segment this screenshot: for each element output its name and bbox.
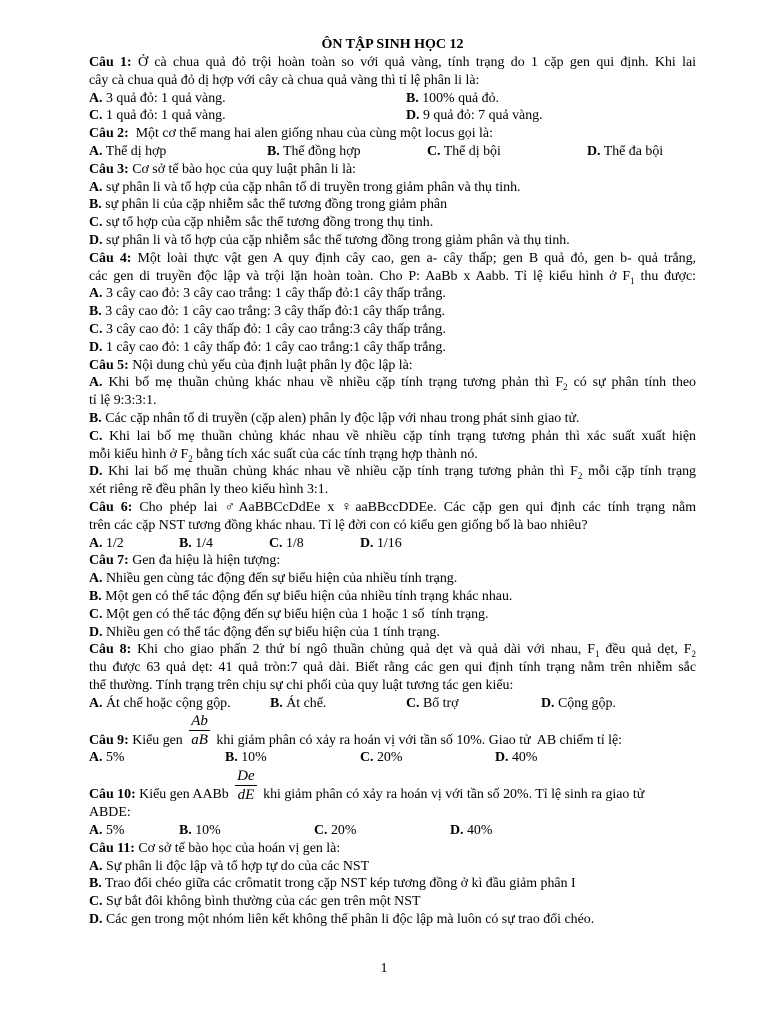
q2-option-c: C. Thể dị bội — [427, 143, 501, 159]
q7-option-d: D. Nhiều gen có thể tác động đến sự biểu hiện của 1 tính trạng. — [89, 624, 440, 640]
q8-option-c: C. Bổ trợ — [406, 695, 459, 711]
q1-label: Câu 1: — [89, 55, 132, 70]
q4-option-a: A. 3 cây cao đỏ: 3 cây cao trắng: 1 cây thấp đỏ:1 cây thấp trắng. — [89, 286, 446, 302]
q10-option-b: B. 10% — [179, 823, 221, 839]
q11-option-b: B. Trao đổi chéo giữa các crômatit trong cặp NST kép tương đồng ở kì đầu giảm phân I — [89, 876, 576, 892]
q11-option-a: A. Sự phân li độc lập và tổ hợp tự do của các NST — [89, 858, 370, 874]
q8-line2: thu được 63 quả dẹt: 41 quả tròn:7 quả dài. Biết rằng các gen qui định tính trạng nằm trên nhiễm sắc — [89, 660, 696, 676]
q6-line2: trên các cặp NST tương đồng khác nhau. Tỉ lệ đời con có kiểu gen giống bố là bao nhiêu? — [89, 517, 588, 533]
q8-line3: thể thường. Tính trạng trên chịu sự chi phối của quy luật tương tác gen kiểu: — [89, 677, 514, 693]
q2-stem: Câu 2: Một cơ thể mang hai alen giống nhau của cùng một locus gọi là: — [89, 126, 493, 142]
q5-option-d-cont: xét riêng rẽ đều phân ly theo kiểu hình 3:1. — [89, 482, 329, 498]
q2-option-d: D. Thể đa bội — [587, 143, 664, 159]
q7-option-a: A. Nhiều gen cùng tác động đến sự biểu hiện của nhiều tính trạng. — [89, 571, 458, 587]
q2-option-a: A. Thể dị hợp — [89, 143, 167, 159]
q7-option-c: C. Một gen có thể tác động đến sự biểu hiện của 1 hoặc 1 số tính trạng. — [89, 606, 489, 622]
q9-option-d: D. 40% — [495, 750, 538, 766]
q6-option-c: C. 1/8 — [269, 535, 304, 551]
q9-stem: Câu 9: Kiểu gen $\frac{Ab}{aB}$ khi giảm phân có xảy ra hoán vị với tần số 10%. Giao tử AB chiếm tỉ lệ: — [89, 713, 623, 749]
q9-genotype-fraction: $\frac{Ab}{aB}$ — [191, 713, 208, 749]
q6-option-d: D. 1/16 — [360, 535, 402, 551]
q11-option-c: C. Sự bắt đôi không bình thường của các gen trên một NST — [89, 894, 421, 910]
q6-options — [89, 535, 696, 553]
q5-option-c-cont: mỗi kiểu hình ở $F_2$ bằng tích xác suất của các tính trạng hợp thành nó. — [89, 446, 478, 464]
q8-options — [89, 695, 696, 713]
q8-line1: Câu 8: Khi cho giao phấn 2 thứ bí ngô thuần chủng quả dẹt và quả dài với nhau, $F_1$ đều quả dẹt, $F_2$ — [89, 642, 696, 660]
q2-option-b: B. Thể đồng hợp — [267, 143, 361, 159]
q2-label: Câu 2: — [89, 126, 129, 142]
q10-label: Câu 10: — [89, 787, 136, 803]
q7-stem: Câu 7: Gen đa hiệu là hiện tượng: — [89, 553, 281, 569]
q10-stem: Câu 10: Kiểu gen AABb $\frac{De}{dE}$ khi giảm phân có xảy ra hoán vị với tần số 20%. Tỉ lệ sinh ra giao tử — [89, 768, 645, 804]
q1-options-row1 — [89, 90, 696, 108]
q5-option-d: D. Khi lai bố mẹ thuần chủng khác nhau về nhiều cặp tính trạng tương phản thì $F_2$ mỗi cặp tính trạng — [89, 464, 696, 482]
q5-option-c: C. Khi lai bố mẹ thuần chủng khác nhau về nhiều cặp tính trạng tương phản thì xác suất xuất hiện — [89, 428, 696, 444]
q9-option-b: B. 10% — [225, 750, 267, 766]
q9-option-a: A. 5% — [89, 750, 125, 766]
q8-option-b: B. Át chế. — [270, 695, 327, 711]
q1-options-row2 — [89, 107, 696, 125]
q3-label: Câu 3: — [89, 161, 129, 177]
q6-line1: Câu 6: Cho phép lai ♂AaBBCcDdEe x ♀aaBBccDDEe. Các cặp gen qui định các tính trạng nằm — [89, 499, 697, 515]
q4-label: Câu 4: — [89, 250, 132, 266]
q2-options — [89, 143, 696, 161]
q11-stem: Câu 11: Cơ sở tế bào học của hoán vị gen là: — [89, 840, 341, 856]
page-number: 1 — [380, 961, 388, 976]
q5-stem: Câu 5: Nội dung chủ yếu của định luật phân ly độc lập là: — [89, 357, 413, 373]
q4-line2: các gen di truyền độc lập và trội lặn hoàn toàn. Cho P: AaBb x Aabb. Tỉ lệ kiểu hình ở $F_1$ thu được: — [89, 268, 696, 286]
q1-option-c: C. 1 quả đỏ: 1 quả vàng. — [89, 108, 226, 124]
q1-option-d: D. 9 quả đỏ: 7 quả vàng. — [406, 108, 543, 124]
q8-label: Câu 8: — [89, 642, 132, 658]
q6-option-a: A. 1/2 — [89, 535, 124, 551]
q4-option-b: B. 3 cây cao đỏ: 1 cây cao trắng: 3 cây thấp đỏ:1 cây thấp trắng. — [89, 304, 446, 320]
q1-option-a: A. 3 quả đỏ: 1 quả vàng. — [89, 90, 226, 106]
q6-option-b: B. 1/4 — [179, 535, 213, 551]
q1-line2: cây cà chua quả đỏ dị hợp với cây cà chua quả vàng thì tỉ lệ phân li là: — [89, 72, 480, 88]
q11-label: Câu 11: — [89, 840, 135, 856]
q10-genotype-fraction: $\frac{De}{dE}$ — [237, 768, 255, 804]
q5-option-b: B. Các cặp nhân tố di truyền (cặp alen) phân ly độc lập với nhau trong phát sinh giao tử. — [89, 410, 580, 426]
q10-line2: ABDE: — [89, 805, 131, 821]
q4-option-d: D. 1 cây cao đỏ: 1 cây thấp đỏ: 1 cây cao trắng:1 cây thấp trắng. — [89, 339, 446, 355]
q11-option-d: D. Các gen trong một nhóm liên kết không thể phân li độc lập mà luôn có sự trao đổi chéo. — [89, 912, 595, 928]
q7-label: Câu 7: — [89, 553, 129, 569]
q10-option-a: A. 5% — [89, 823, 125, 839]
q3-option-a: A. sự phân li và tổ hợp của cặp nhân tố di truyền trong giảm phân và thụ tinh. — [89, 179, 521, 195]
q3-option-d: D. sự phân li và tổ hợp của cặp nhiễm sắc thể tương đồng trong giảm phân và thụ tinh. — [89, 232, 570, 248]
q1-line1: Câu 1: Ở cà chua quả đỏ trội hoàn toàn so với quả vàng, tính trạng do 1 cặp gen qui định. Khi lai — [89, 55, 696, 70]
q10-option-d: D. 40% — [450, 823, 493, 839]
q1-option-b: B. 100% quả đỏ. — [406, 90, 499, 106]
q9-option-c: C. 20% — [360, 750, 403, 766]
q5-label: Câu 5: — [89, 357, 129, 373]
q5-option-a: A. Khi bố mẹ thuần chủng khác nhau về nhiều cặp tính trạng tương phản thì $F_2$ có sự phân tính theo — [89, 375, 697, 393]
q3-option-c: C. sự tổ hợp của cặp nhiễm sắc thể tương đồng trong thụ tinh. — [89, 215, 434, 231]
q10-options — [89, 822, 696, 840]
page-title: ÔN TẬP SINH HỌC 12 — [321, 37, 464, 52]
q7-option-b: B. Một gen có thể tác động đến sự biểu hiện của nhiều tính trạng khác nhau. — [89, 588, 513, 604]
q8-option-d: D. Cộng gộp. — [541, 695, 616, 711]
q4-option-c: C. 3 cây cao đỏ: 1 cây thấp đỏ: 1 cây cao trắng:3 cây thấp trắng. — [89, 321, 446, 337]
q5-option-a-cont: tỉ lệ 9:3:3:1. — [89, 393, 157, 409]
q3-option-b: B. sự phân li của cặp nhiễm sắc thể tương đồng trong giảm phân — [89, 197, 448, 213]
q10-option-c: C. 20% — [314, 823, 357, 839]
q6-label: Câu 6: — [89, 499, 133, 515]
q8-option-a: A. Át chế hoặc cộng gộp. — [89, 695, 231, 711]
q9-label: Câu 9: — [89, 732, 129, 748]
q9-options — [89, 749, 696, 767]
q4-line1: Câu 4: Một loài thực vật gen A quy định cây cao, gen a- cây thấp; gen B quả đỏ, gen b- quả trắng, — [89, 250, 697, 266]
q3-stem: Câu 3: Cơ sở tế bào học của quy luật phân li là: — [89, 161, 356, 177]
